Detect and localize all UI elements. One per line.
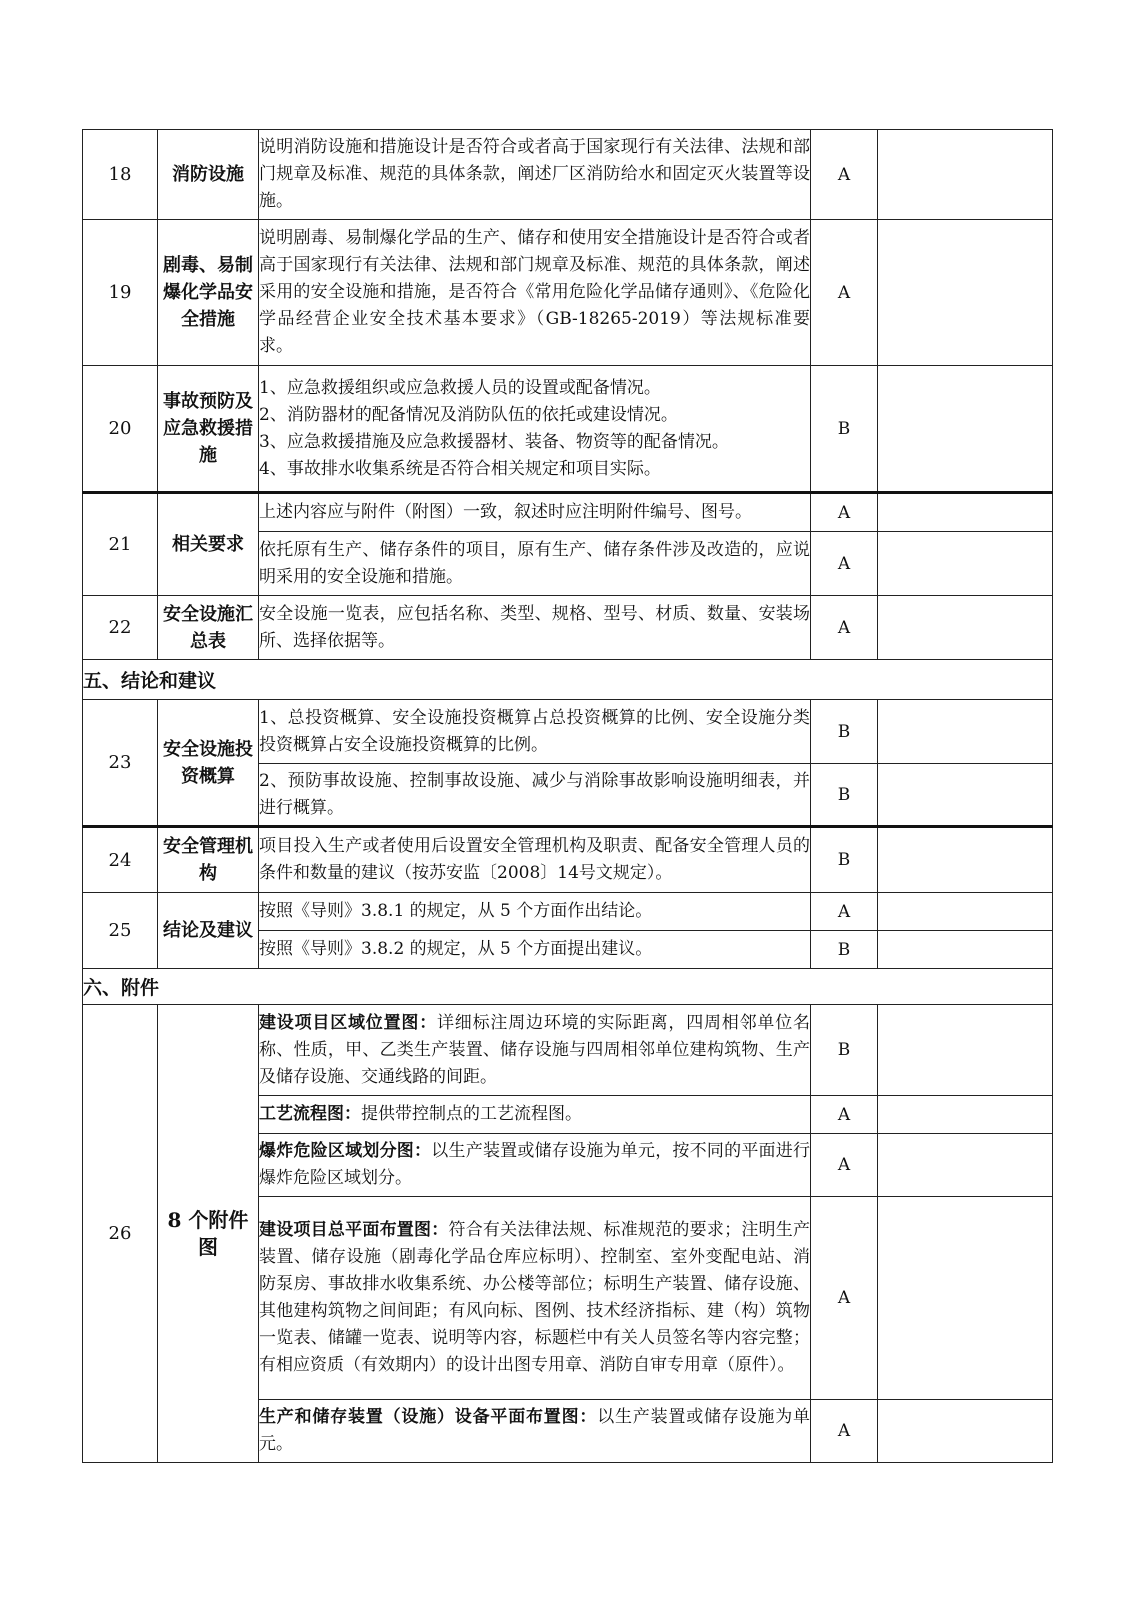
item-description	[259, 1096, 811, 1134]
item-description: 说明消防设施和措施设计是否符合或者高于国家现行有关法律、法规和部门规章及标准、规范的具体条款，阐述厂区消防给水和固定灭火装置等设施。	[259, 130, 811, 220]
item-description	[259, 1400, 811, 1463]
item-grade: A	[811, 220, 878, 366]
remark-cell	[878, 700, 1053, 764]
item-name: 安全管理机构	[158, 827, 259, 893]
section-row	[83, 660, 1053, 700]
remark-cell	[878, 1005, 1053, 1096]
attachment-label: 爆炸危险区域划分图：	[259, 1141, 432, 1161]
remark-cell	[878, 493, 1053, 532]
row-number: 19	[83, 220, 158, 366]
attachment-text: 以生产装置或储存设施为单元，按不同的平面进行爆炸危险区域划分。	[259, 1141, 811, 1188]
item-description: 说明剧毒、易制爆化学品的生产、储存和使用安全措施设计是否符合或者高于国家现行有关法律、法规和部门规章及标准、规范的具体条款，阐述采用的安全设施和措施，是否符合《常用危险化学品储存通则》、《危险化学品经营企业安全技术基本要求》（GB-18265-2019）等法规标准要求。	[259, 220, 811, 366]
item-description: 上述内容应与附件（附图）一致，叙述时应注明附件编号、图号。	[259, 493, 811, 532]
remark-cell	[878, 893, 1053, 931]
item-grade: A	[811, 493, 878, 532]
item-name: 事故预防及应急救援措施	[158, 366, 259, 493]
remark-cell	[878, 1134, 1053, 1197]
table-row-21a	[83, 493, 1053, 532]
item-grade: A	[811, 596, 878, 660]
item-grade: A	[811, 532, 878, 596]
attachment-text: 详细标注周边环境的实际距离，四周相邻单位名称、性质，甲、乙类生产装置、储存设施与四周相邻单位建构筑物、生产及储存设施、交通线路的间距。	[259, 1012, 810, 1087]
desc-line: 2、消防器材的配备情况及消防队伍的依托或建设情况。	[259, 404, 678, 425]
item-grade: B	[811, 700, 878, 764]
item-grade: A	[811, 130, 878, 220]
table-row-20	[83, 366, 1053, 493]
remark-cell	[878, 130, 1053, 220]
item-description: 按照《导则》3.8.2 的规定，从 5 个方面提出建议。	[259, 931, 811, 969]
remark-cell	[878, 220, 1053, 366]
row-number: 21	[83, 493, 158, 596]
item-description	[259, 1197, 811, 1400]
item-grade: B	[811, 827, 878, 893]
section-row	[83, 969, 1053, 1005]
remark-cell	[878, 764, 1053, 827]
remark-cell	[878, 1096, 1053, 1134]
table-row-23a	[83, 700, 1053, 764]
item-name: 安全设施汇总表	[158, 596, 259, 660]
row-number: 25	[83, 893, 158, 969]
attachment-text: 以生产装置或储存设施为单元。	[259, 1407, 811, 1454]
item-description: 按照《导则》3.8.1 的规定，从 5 个方面作出结论。	[259, 893, 811, 931]
item-grade: A	[811, 1096, 878, 1134]
remark-cell	[878, 532, 1053, 596]
item-description: 安全设施一览表，应包括名称、类型、规格、型号、材质、数量、安装场所、选择依据等。	[259, 596, 811, 660]
attachment-text: 提供带控制点的工艺流程图。	[361, 1104, 582, 1124]
remark-cell	[878, 931, 1053, 969]
row-number: 22	[83, 596, 158, 660]
table-row-26a	[83, 1005, 1053, 1096]
item-name: 相关要求	[158, 493, 259, 596]
item-grade: A	[811, 1400, 878, 1463]
remark-cell	[878, 1400, 1053, 1463]
item-description: 项目投入生产或者使用后设置安全管理机构及职责、配备安全管理人员的条件和数量的建议（按苏安监〔2008〕14号文规定）。	[259, 827, 811, 893]
table-row-19	[83, 220, 1053, 366]
row-number: 24	[83, 827, 158, 893]
attachment-label: 工艺流程图：	[259, 1104, 361, 1124]
item-description: 依托原有生产、储存条件的项目，原有生产、储存条件涉及改造的，应说明采用的安全设施和措施。	[259, 532, 811, 596]
item-description: 2、预防事故设施、控制事故设施、减少与消除事故影响设施明细表，并进行概算。	[259, 764, 811, 827]
remark-cell	[878, 596, 1053, 660]
item-grade: B	[811, 366, 878, 493]
section-heading: 六、附件	[83, 969, 1053, 1005]
attachment-text: 符合有关法律法规、标准规范的要求；注明生产装置、储存设施（剧毒化学品仓库应标明）、控制室、室外变配电站、消防泵房、事故排水收集系统、办公楼等部位；标明生产装置、储存设施、其他建构筑物之间间距；有风向标、图例、技术经济指标、建（构）筑物一览表、储罐一览表、说明等内容，标题栏中有关人员签名等内容完整；有相应资质（有效期内）的设计出图专用章、消防自审专用章（原件）。	[259, 1220, 810, 1375]
row-number: 20	[83, 366, 158, 493]
item-description: 1、总投资概算、安全设施投资概算占总投资概算的比例、安全设施分类投资概算占安全设施投资概算的比例。	[259, 700, 811, 764]
item-grade: A	[811, 1134, 878, 1197]
attachment-label: 生产和储存装置（设施）设备平面布置图：	[259, 1407, 598, 1427]
desc-line: 1、应急救援组织或应急救援人员的设置或配备情况。	[259, 377, 661, 398]
item-grade: A	[811, 893, 878, 931]
item-name: 结论及建议	[158, 893, 259, 969]
table-row-18	[83, 130, 1053, 220]
remark-cell	[878, 1197, 1053, 1400]
item-grade: B	[811, 1005, 878, 1096]
item-description	[259, 1005, 811, 1096]
row-number: 26	[83, 1005, 158, 1463]
item-grade: A	[811, 1197, 878, 1400]
row-number: 23	[83, 700, 158, 827]
item-description	[259, 1134, 811, 1197]
table-row-24	[83, 827, 1053, 893]
row-number: 18	[83, 130, 158, 220]
remark-cell	[878, 827, 1053, 893]
item-grade: B	[811, 764, 878, 827]
attachment-label: 建设项目区域位置图：	[259, 1012, 437, 1033]
item-description	[259, 366, 811, 493]
remark-cell	[878, 366, 1053, 493]
table-row-25a	[83, 893, 1053, 931]
attachment-label: 建设项目总平面布置图：	[259, 1220, 449, 1240]
item-name: 安全设施投资概算	[158, 700, 259, 827]
item-grade: B	[811, 931, 878, 969]
desc-line: 3、应急救援措施及应急救援器材、装备、物资等的配备情况。	[259, 431, 729, 452]
review-checklist-table	[82, 129, 1053, 1463]
table-row-22	[83, 596, 1053, 660]
item-name: 剧毒、易制爆化学品安全措施	[158, 220, 259, 366]
desc-line: 4、事故排水收集系统是否符合相关规定和项目实际。	[259, 458, 661, 479]
section-heading: 五、结论和建议	[83, 660, 1053, 700]
item-name: 8 个附件图	[158, 1005, 259, 1463]
item-name: 消防设施	[158, 130, 259, 220]
